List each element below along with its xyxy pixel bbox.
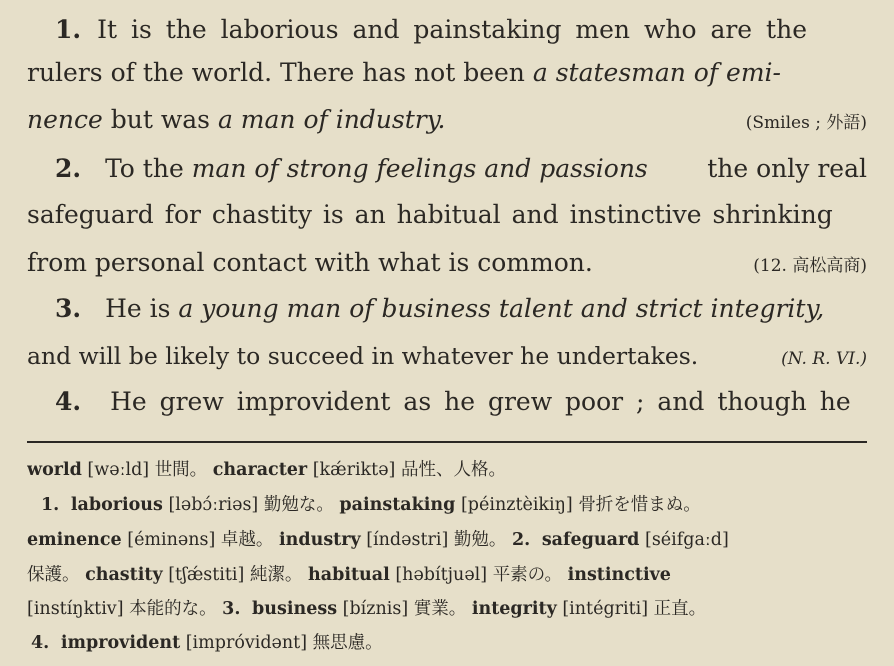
- gloss-word: painstaking: [339, 495, 456, 515]
- p2-source: (12. 高松高商): [753, 256, 867, 276]
- p1-italic-2: a statesman of emi-: [532, 58, 782, 87]
- glossary-line-1: [27, 455, 867, 485]
- gloss-ipa: [séifgaːd]: [645, 530, 729, 550]
- gloss-number: 1.: [41, 495, 60, 515]
- glossary-line-2: [27, 490, 881, 520]
- gloss-jp: 平素の。: [492, 565, 562, 585]
- p4-text-1: He grew improvident as he grew poor ; and though he: [110, 387, 851, 416]
- p1-italic-3b: a man of industry.: [217, 105, 446, 134]
- gloss-word: industry: [279, 530, 361, 550]
- p3-number: 3.: [55, 294, 82, 323]
- gloss-word: business: [252, 599, 338, 619]
- gloss-word: eminence: [27, 530, 122, 550]
- glossary-line-6: [27, 628, 871, 658]
- gloss-number: 3.: [222, 599, 241, 619]
- gloss-jp: 卓越。: [220, 530, 274, 550]
- p4-number: 4.: [55, 387, 82, 416]
- gloss-word: habitual: [308, 565, 390, 585]
- gloss-word: character: [212, 460, 308, 480]
- p3-source: (N. R. VI.): [781, 349, 867, 369]
- gloss-ipa: [ləbɔ́ːriəs]: [168, 495, 259, 515]
- p3-text-1a: He is: [105, 294, 171, 323]
- gloss-jp: 實業。: [413, 599, 467, 619]
- p2-number: 2.: [55, 154, 82, 183]
- gloss-jp: 無思慮。: [312, 633, 383, 653]
- gloss-ipa: [impróvidənt]: [185, 633, 308, 653]
- gloss-ipa: [intégriti]: [562, 599, 649, 619]
- glossary-line-4: [27, 560, 867, 590]
- p2-line-1: [27, 152, 867, 186]
- gloss-ipa: [instíŋktiv] 本能的な。: [27, 599, 217, 619]
- glossary-line-3: [27, 525, 867, 555]
- gloss-number: 4.: [31, 633, 50, 653]
- p1-text-1: It is the laborious and painstaking men who are the: [97, 15, 807, 44]
- gloss-jp: 勤勉。: [453, 530, 507, 550]
- gloss-ipa: [éminəns]: [127, 530, 216, 550]
- p2-line-3: [27, 246, 867, 283]
- gloss-ipa: [índəstri]: [366, 530, 449, 550]
- p2-text-3: from personal contact with what is common.: [27, 248, 593, 277]
- p4-line-1: [27, 385, 867, 419]
- p1-line-3: [27, 103, 867, 140]
- p3-text-2: and will be likely to succeed in whatever he undertakes.: [27, 342, 699, 370]
- gloss-ipa: [kǽriktə]: [312, 460, 396, 480]
- gloss-jp: 純潔。: [249, 565, 303, 585]
- gloss-jp: 世間。: [154, 460, 208, 480]
- gloss-word: instinctive: [567, 565, 671, 585]
- p2-text-1a: To the: [105, 154, 184, 183]
- gloss-word: improvident: [60, 633, 181, 653]
- p1-line-1: [27, 13, 867, 47]
- p3-line-2: [27, 339, 867, 376]
- gloss-ipa: [tʃǽstiti]: [168, 565, 245, 585]
- p3-line-1: [27, 292, 867, 326]
- p2-italic-1: man of strong feelings and passions: [191, 154, 648, 183]
- gloss-word: chastity: [85, 565, 163, 585]
- gloss-ipa: [həbítjuəl]: [395, 565, 488, 585]
- p1-text-3: but was: [110, 105, 210, 134]
- gloss-jp: 正直。: [653, 599, 707, 619]
- p2-line-2: [27, 198, 867, 232]
- p1-source: (Smiles ; 外語): [745, 113, 867, 133]
- divider-rule: [27, 441, 867, 443]
- gloss-number: 2.: [511, 530, 531, 550]
- gloss-word: safeguard: [541, 530, 640, 550]
- p1-line-2: [27, 56, 867, 90]
- gloss-word: laborious: [70, 495, 163, 515]
- gloss-ipa: [wəːld]: [87, 460, 150, 480]
- gloss-jp: 勤勉な。: [263, 495, 334, 515]
- gloss-word: world: [27, 460, 82, 480]
- p3-italic-1: a young man of business talent and strict integrity,: [178, 294, 825, 323]
- p1-number: 1.: [55, 15, 82, 44]
- p1-italic-3a: nence: [27, 105, 103, 134]
- gloss-jp: 骨折を惜まぬ。: [578, 495, 701, 515]
- p2-text-2: safeguard for chastity is an habitual and instinctive shrinking: [27, 200, 833, 229]
- gloss-word: integrity: [471, 599, 557, 619]
- gloss-jp: 保護。: [27, 565, 80, 585]
- glossary-line-5: [27, 594, 867, 624]
- gloss-ipa: [bíznis]: [342, 599, 409, 619]
- p1-text-2: rulers of the world. There has not been: [27, 58, 525, 87]
- gloss-jp: 品性、人格。: [400, 460, 506, 480]
- p2-text-1b: the only real: [707, 154, 867, 183]
- gloss-ipa: [péinztèikiŋ]: [460, 495, 573, 515]
